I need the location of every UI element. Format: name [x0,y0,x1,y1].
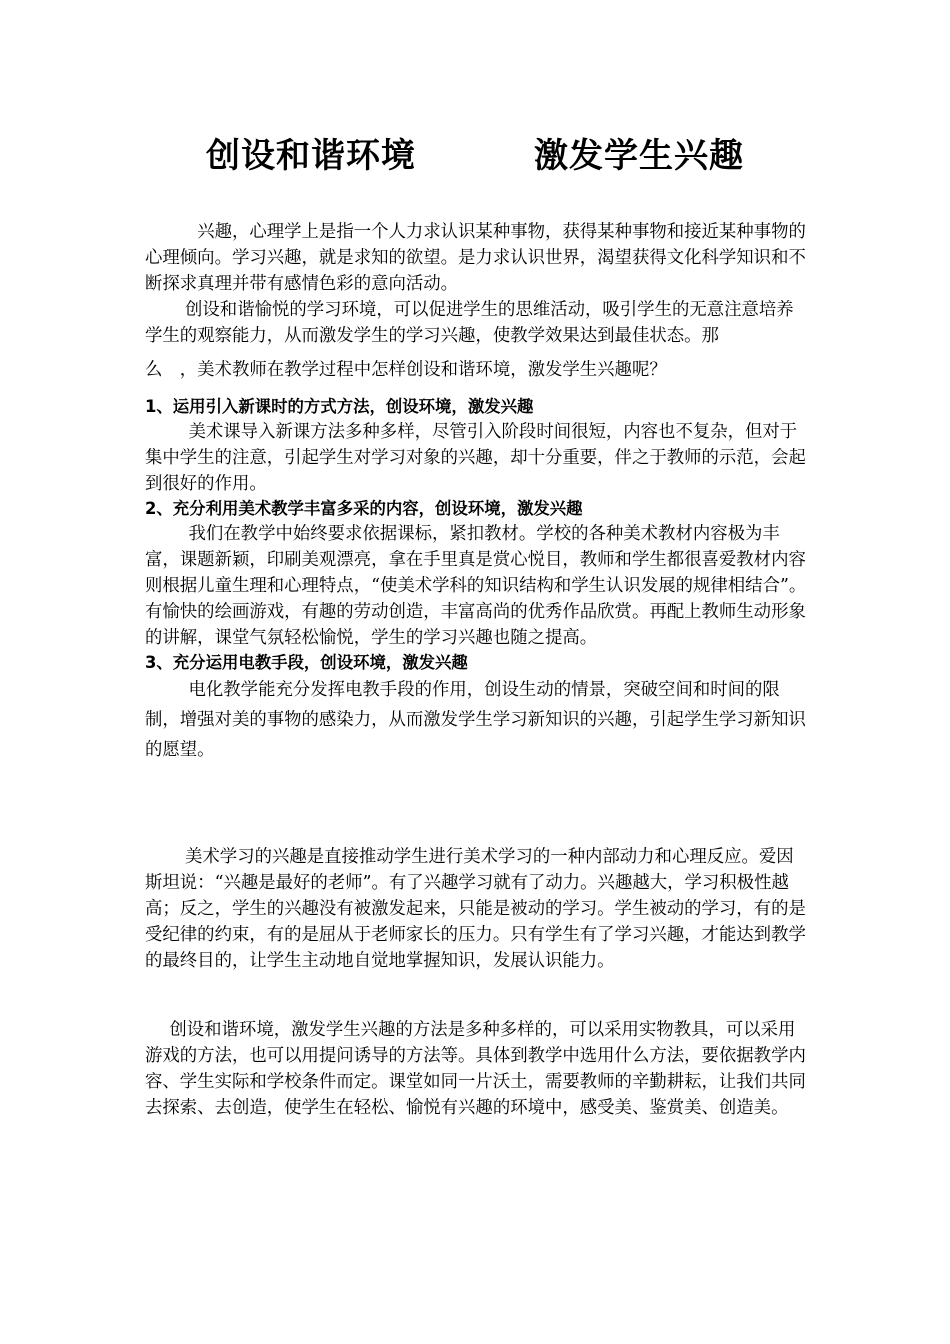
conclusion-paragraph: 创设和谐环境，激发学生兴趣的方法是多种多样的，可以采用实物教具，可以采用游戏的方法，也可以用提问诱导的方法等。具体到教学中选用什么方法，要依据教学内容、学生实际和学校条件而定。课堂如同一片沃土，需要教师的辛勤耕耘，让我们共同去探索、去创造，使学生在轻松、愉悦有兴趣的环境中，感受美、鉴赏美、创造美。 [145,1020,806,1118]
intro-paragraph-2: 创设和谐愉悦的学习环境，可以促进学生的思维活动，吸引学生的无意注意培养学生的观察能力，从而激发学生的学习兴趣，使教学效果达到最佳状态。那 [145,300,794,346]
title-right: 激发学生兴趣 [534,136,744,176]
section-1-heading: 1、运用引入新课时的方式方法，创设环境，激发兴趣 [145,397,534,416]
section-3-body: 电化教学能充分发挥电教手段的作用，创设生动的情景，突破空间和时间的限制，增强对美的事物的感染力，从而激发学生学习新知识的兴趣，引起学生学习新知识的愿望。 [145,680,806,760]
conclusion-paragraph-block [145,1017,807,1121]
title-left: 创设和谐环境 [206,136,416,176]
section-2-heading: 2、充分利用美术教学丰富多采的内容，创设环境，激发兴趣 [145,499,583,518]
section-1-body: 美术课导入新课方法多种多样，尽管引入阶段时间很短，内容也不复杂，但对于集中学生的注意，引起学生对学习对象的兴趣，却十分重要，伴之于教师的示范，会起到很好的作用。 [145,422,806,494]
section-3-heading: 3、充分运用电教手段，创设环境，激发兴趣 [145,653,468,672]
interest-paragraph: 美术学习的兴趣是直接推动学生进行美术学习的一种内部动力和心理反应。爱因斯坦说：“兴趣是最好的老师”。有了兴趣学习就有了动力。兴趣越大，学习积极性越高；反之，学生的兴趣没有被激发起来，只能是被动的学习。学生被动的学习，有的是受纪律的约束，有的是屈从于老师家长的压力。只有学生有了学习兴趣，才能达到教学的最终目的，让学生主动地自觉地掌握知识，发展认识能力。 [145,847,806,971]
intro-section [145,219,807,387]
section-2-body: 我们在教学中始终要求依据课标，紧扣教材。学校的各种美术教材内容极为丰富，课题新颖，印刷美观漂亮，拿在手里真是赏心悦目，教师和学生都很喜爱教材内容则根据儿童生理和心理特点，“使美术学科的知识结构和学生认识发展的规律相结合”。有愉快的绘画游戏，有趣的劳动创造，丰富高尚的优秀作品欣赏。再配上教师生动形象的讲解，课堂气氛轻松愉悦，学生的学习兴趣也随之提高。 [145,524,807,648]
interest-paragraph-block [145,844,807,974]
sections-block [145,395,807,765]
intro-paragraph-1: 兴趣，心理学上是指一个人力求认识某种事物，获得某种事物和接近某种事物的心理倾向。学习兴趣，就是求知的欲望。是力求认识世界，渴望获得文化科学知识和不断探求真理并带有感情色彩的意向活动。 [145,222,806,294]
document-title [0,128,950,177]
intro-paragraph-3: 么 ，美术教师在教学过程中怎样创设和谐环境，激发学生兴趣呢？ [145,360,667,380]
